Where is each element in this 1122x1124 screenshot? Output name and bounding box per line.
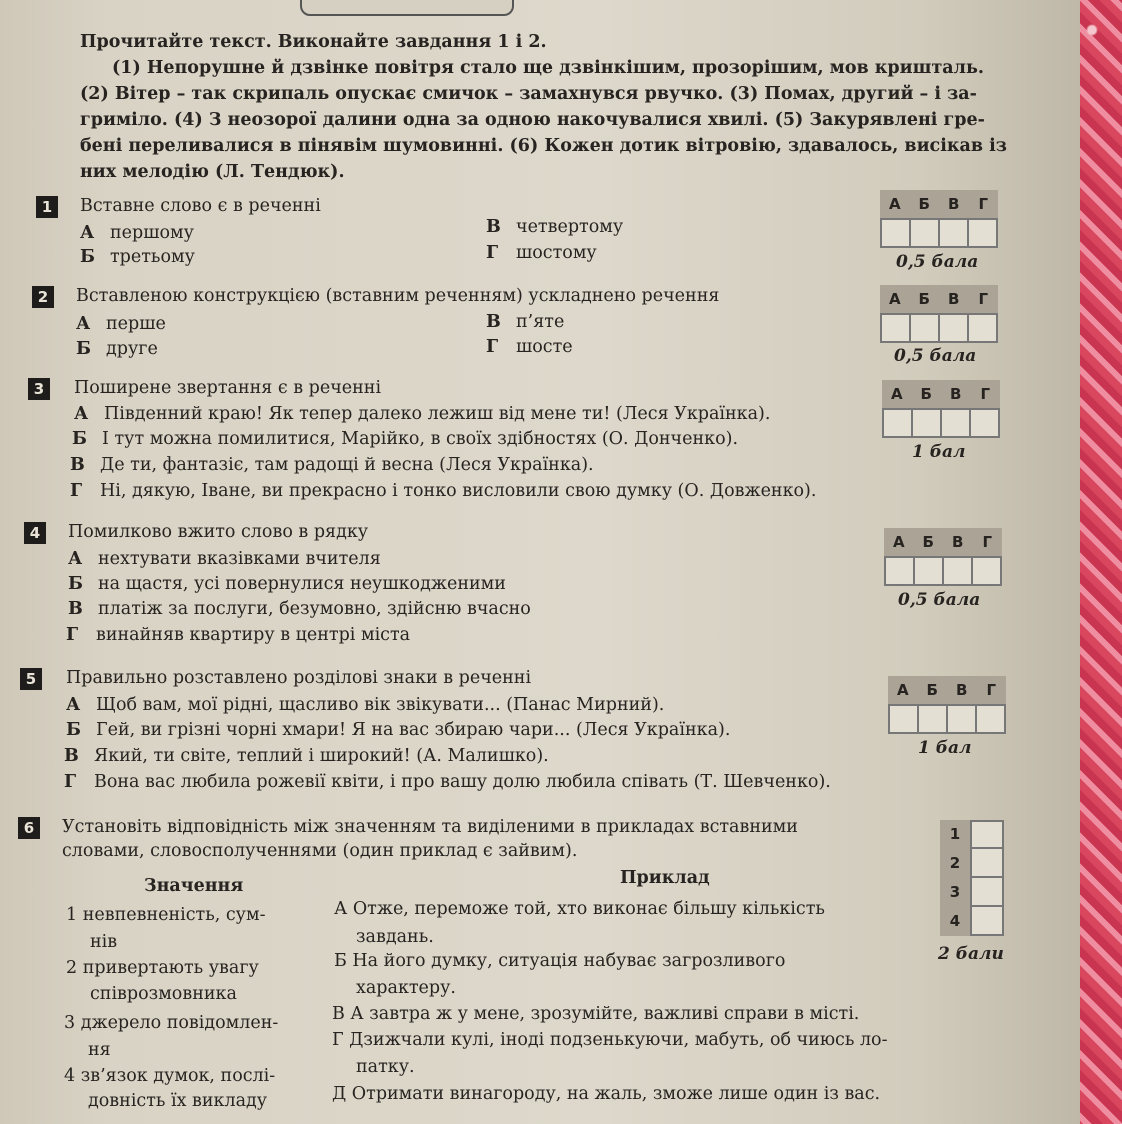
answer-cell[interactable] xyxy=(913,410,942,436)
meaning-item: нів xyxy=(90,932,118,952)
answer-cell[interactable] xyxy=(942,410,971,436)
intro-line: (1) Непорушне й дзвінке повітря стало ще дзвінкішим, прозорішим, мов кришталь. xyxy=(112,58,984,78)
task-option: Г винайняв квартиру в центрі міста xyxy=(66,625,411,645)
example-item: В А завтра ж у мене, зрозумійте, важливі справи в місті. xyxy=(332,1004,860,1024)
answer-cell[interactable] xyxy=(882,315,911,341)
answer-grid: А Б В Г xyxy=(880,285,998,343)
task-number-badge: 6 xyxy=(18,817,40,839)
intro-line: них мелодію (Л. Тендюк). xyxy=(80,162,345,182)
example-item: Г Дзижчали кулі, іноді подзенькуючи, мабуть, об чиюсь ло- xyxy=(332,1030,888,1050)
answer-cell[interactable] xyxy=(890,706,919,732)
example-item: Д Отримати винагороду, на жаль, зможе лише один із вас. xyxy=(332,1084,881,1104)
intro-line: (2) Вітер – так скрипаль опускає смичок – замахнувся рвучко. (3) Помах, другий – і за- xyxy=(80,84,977,104)
answer-cell[interactable] xyxy=(970,907,1004,936)
points-label: 1 бал xyxy=(918,738,972,758)
answer-grid: А Б В Г xyxy=(880,190,998,248)
column-header-meaning: Значення xyxy=(144,876,244,896)
task-option: В Де ти, фантазіє, там радощі й весна (Леся Українка). xyxy=(70,455,594,475)
points-label: 1 бал xyxy=(912,442,966,462)
meaning-item: довність їх викладу xyxy=(88,1091,268,1111)
task-number-badge: 1 xyxy=(36,196,58,218)
task-option: Б на щастя, усі повернулися неушкодженими xyxy=(68,574,506,594)
answer-cell[interactable] xyxy=(973,558,1000,584)
answer-cell[interactable] xyxy=(970,878,1004,907)
task-option: Б друге xyxy=(76,339,158,359)
task-option: А Південний краю! Як тепер далеко лежиш від мене ти! (Леся Українка). xyxy=(74,404,771,424)
answer-cell[interactable] xyxy=(971,410,998,436)
meaning-item: ня xyxy=(88,1040,111,1060)
task-option: Г шостому xyxy=(486,243,597,263)
points-label: 0,5 бала xyxy=(896,252,979,272)
points-label: 0,5 бала xyxy=(894,346,977,366)
intro-heading: Прочитайте текст. Виконайте завдання 1 і 2. xyxy=(80,32,547,52)
task-option: В платіж за послуги, безумовно, здійсню вчасно xyxy=(68,599,531,619)
answer-grid: А Б В Г xyxy=(888,676,1006,734)
meaning-item: 2 привертають увагу xyxy=(66,958,259,978)
task-question: Поширене звертання є в реченні xyxy=(74,378,382,398)
meaning-item: 1 невпевненість, сум- xyxy=(66,905,266,925)
example-item: характеру. xyxy=(356,978,456,998)
points-label: 2 бали xyxy=(938,944,1004,964)
task-question: словами, словосполученнями (один приклад є зайвим). xyxy=(62,841,578,861)
example-item: завдань. xyxy=(356,927,434,947)
intro-line: гриміло. (4) З неозорої далини одна за одною накочувалися хвилі. (5) Закурявлені гре- xyxy=(80,110,985,130)
answer-cell[interactable] xyxy=(970,820,1004,849)
answer-cell[interactable] xyxy=(940,315,969,341)
answer-cell[interactable] xyxy=(911,220,940,246)
answer-cell[interactable] xyxy=(948,706,977,732)
matching-answer-grid: 1 2 3 4 xyxy=(940,820,1004,936)
intro-line: бені переливалися в пінявім шумовинні. (6) Кожен дотик вітровію, здавалось, висікав із xyxy=(80,136,1007,156)
task-option: Б І тут можна помилитися, Марійко, в своїх здібностях (О. Донченко). xyxy=(72,429,739,449)
task-option: Г шосте xyxy=(486,337,573,357)
task-option: А нехтувати вказівками вчителя xyxy=(68,549,381,569)
answer-cell[interactable] xyxy=(944,558,973,584)
task-question: Установіть відповідність між значенням та виділеними в прикладах вставними xyxy=(62,817,798,837)
answer-cell[interactable] xyxy=(977,706,1004,732)
task-number-badge: 4 xyxy=(24,522,46,544)
task-question: Вставне слово є в реченні xyxy=(80,196,321,216)
task-option: Г Вона вас любила рожевії квіти, і про вашу долю любила співать (Т. Шевченко). xyxy=(64,772,831,792)
answer-cell[interactable] xyxy=(919,706,948,732)
answer-cell[interactable] xyxy=(940,220,969,246)
answer-cell[interactable] xyxy=(884,410,913,436)
answer-cell[interactable] xyxy=(886,558,915,584)
task-option: В четвертому xyxy=(486,217,624,237)
task-option: В Який, ти світе, теплий і широкий! (А. Малишко). xyxy=(64,746,549,766)
page-header-frame xyxy=(300,0,514,16)
answer-cell[interactable] xyxy=(969,220,996,246)
task-option: Г Ні, дякую, Іване, ви прекрасно і тонко висловили свою думку (О. Довженко). xyxy=(70,481,817,501)
task-option: Б Гей, ви грізні чорні хмари! Я на вас збираю чари... (Леся Українка). xyxy=(66,720,731,740)
task-option: А перше xyxy=(76,314,166,334)
answer-cell[interactable] xyxy=(915,558,944,584)
answer-cell[interactable] xyxy=(911,315,940,341)
meaning-item: 4 зв’язок думок, послі- xyxy=(64,1066,276,1086)
meaning-item: співрозмовника xyxy=(90,984,237,1004)
task-option: В п’яте xyxy=(486,312,565,332)
task-option: А першому xyxy=(80,223,194,243)
task-option: Б третьому xyxy=(80,247,195,267)
answer-grid: А Б В Г xyxy=(884,528,1002,586)
task-number-badge: 5 xyxy=(20,668,42,690)
answer-grid: А Б В Г xyxy=(882,380,1000,438)
meaning-item: 3 джерело повідомлен- xyxy=(64,1013,279,1033)
points-label: 0,5 бала xyxy=(898,590,981,610)
example-item: А Отже, переможе той, хто виконає більшу кількість xyxy=(334,899,825,919)
answer-cell[interactable] xyxy=(970,849,1004,878)
task-question: Вставленою конструкцією (вставним реченням) ускладнено речення xyxy=(76,286,720,306)
example-item: патку. xyxy=(356,1057,415,1077)
task-number-badge: 2 xyxy=(32,286,54,308)
task-number-badge: 3 xyxy=(28,378,50,400)
task-question: Помилково вжито слово в рядку xyxy=(68,522,369,542)
example-item: Б На його думку, ситуація набуває загрозливого xyxy=(334,951,786,971)
task-question: Правильно розставлено розділові знаки в реченні xyxy=(66,668,532,688)
column-header-example: Приклад xyxy=(620,868,710,888)
answer-cell[interactable] xyxy=(969,315,996,341)
answer-cell[interactable] xyxy=(882,220,911,246)
task-option: А Щоб вам, мої рідні, щасливо вік звікувати... (Панас Мирний). xyxy=(66,695,665,715)
